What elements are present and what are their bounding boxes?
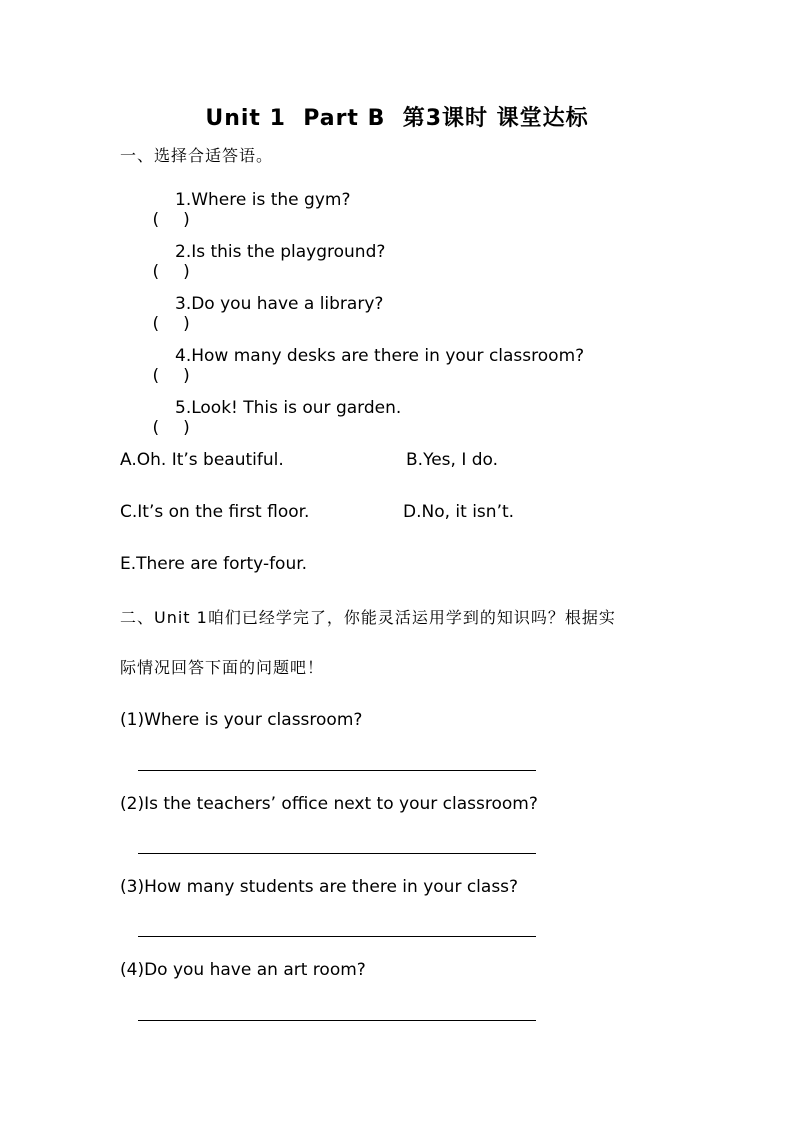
section2-heading-line2: 际情况回答下面的问题吧！ — [120, 658, 325, 677]
open-question-1: (1)Where is your classroom? — [120, 710, 363, 730]
answer-blank[interactable]: ( ) — [152, 262, 190, 282]
section2-heading-line1: 二、Unit 1咱们已经学完了，你能灵活运用学到的知识吗？根据实 — [120, 608, 616, 627]
answer-blank[interactable]: ( ) — [152, 314, 190, 334]
answer-line-2[interactable] — [138, 853, 536, 854]
open-question-4: (4)Do you have an art room? — [120, 960, 366, 980]
choice-question-1 — [120, 190, 350, 250]
option-b: B.Yes, I do. — [406, 450, 499, 470]
answer-line-3[interactable] — [138, 936, 536, 937]
answer-line-1[interactable] — [138, 770, 536, 771]
answer-blank[interactable]: ( ) — [152, 366, 190, 386]
answer-blank[interactable]: ( ) — [152, 418, 190, 438]
choice-question-5 — [120, 398, 401, 458]
worksheet-title: Unit 1 Part B 第3课时 课堂达标 — [205, 106, 589, 131]
question-text: 5.Look! This is our garden. — [175, 398, 402, 418]
open-question-3: (3)How many students are there in your class? — [120, 877, 519, 897]
question-text: 4.How many desks are there in your classroom? — [175, 346, 585, 366]
answer-line-4[interactable] — [138, 1020, 536, 1021]
choice-question-4 — [120, 346, 584, 406]
question-text: 2.Is this the playground? — [175, 242, 386, 262]
open-question-2: (2)Is the teachers’ office next to your classroom? — [120, 794, 538, 814]
option-c: C.It’s on the first floor. — [120, 502, 310, 522]
choice-question-3 — [120, 294, 383, 354]
option-e: E.There are forty-four. — [120, 554, 308, 574]
answer-blank[interactable]: ( ) — [152, 210, 190, 230]
question-text: 3.Do you have a library? — [175, 294, 384, 314]
section1-heading: 一、选择合适答语。 — [120, 146, 274, 165]
option-a: A.Oh. It’s beautiful. — [120, 450, 284, 470]
question-text: 1.Where is the gym? — [175, 190, 351, 210]
option-d: D.No, it isn’t. — [403, 502, 515, 522]
choice-question-2 — [120, 242, 385, 302]
